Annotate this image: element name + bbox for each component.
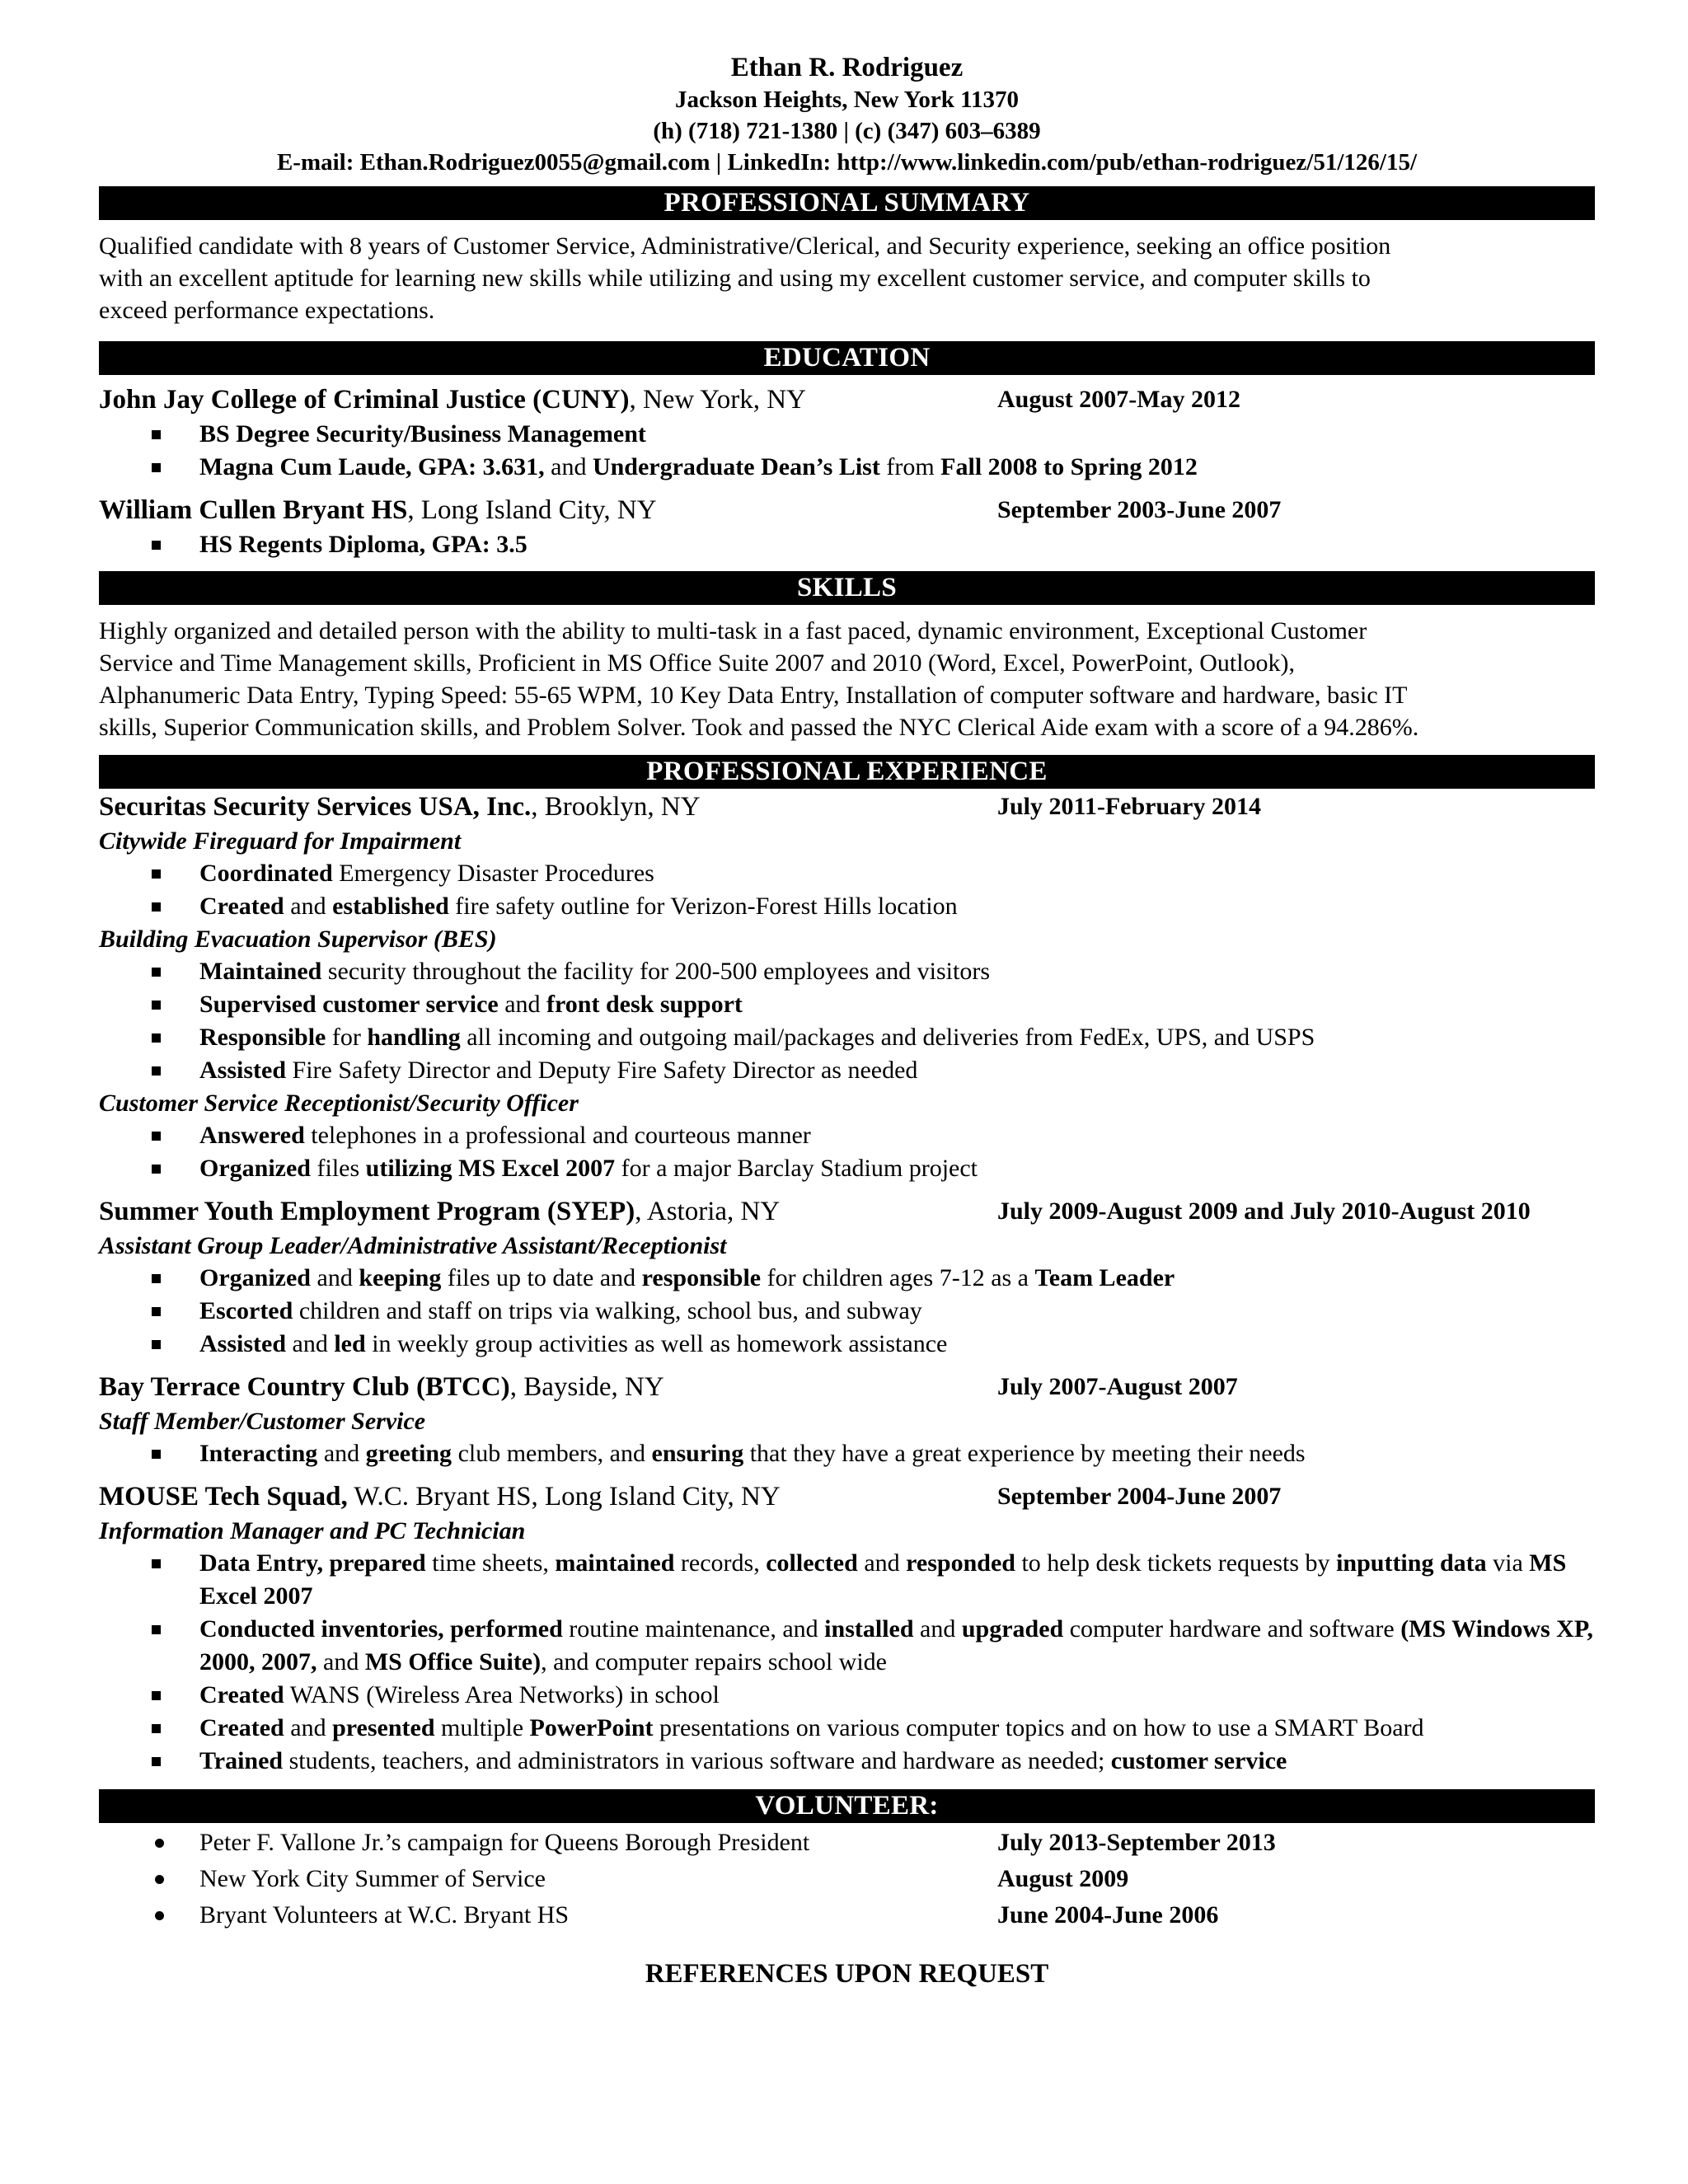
volunteer-dates: August 2009: [997, 1865, 1129, 1892]
square-bullet-icon: [152, 430, 161, 439]
bold-text: (MS Windows XP, 2000, 2007,: [199, 1615, 1593, 1675]
text: via: [1486, 1549, 1530, 1577]
text: and: [284, 893, 333, 920]
job-duty-item: [99, 1547, 1595, 1613]
job-entry: [99, 1193, 1595, 1361]
bold-text: Supervised customer service: [199, 991, 499, 1018]
bold-text: led: [334, 1330, 366, 1357]
text: routine maintenance, and: [562, 1615, 825, 1643]
text: files up to date and: [441, 1264, 642, 1291]
employer-name: Summer Youth Employment Program (SYEP): [99, 1197, 635, 1226]
references-note: REFERENCES UPON REQUEST: [645, 1959, 1049, 1989]
text: and: [316, 1648, 365, 1675]
text: records,: [674, 1549, 767, 1577]
employer-line: [99, 1193, 1595, 1230]
bold-text: MS Excel 2007: [199, 1549, 1567, 1610]
school-entry: [99, 382, 1595, 484]
job-duty-item: [99, 955, 1595, 988]
job-role-title: Building Evacuation Supervisor (BES): [99, 926, 497, 953]
square-bullet-icon: [152, 1625, 161, 1634]
square-bullet-icon: [152, 1691, 161, 1700]
employer-location: W.C. Bryant HS, Long Island City, NY: [347, 1482, 781, 1511]
employer-dates: September 2004-June 2007: [997, 1483, 1282, 1510]
square-bullet-icon: [152, 541, 161, 550]
square-bullet-icon: [152, 1132, 161, 1141]
school-name: William Cullen Bryant HS: [99, 495, 408, 525]
job-duty-list: [99, 1262, 1595, 1361]
job-role-title: Citywide Fireguard for Impairment: [99, 827, 462, 855]
job-duty-item: [99, 988, 1595, 1021]
employer-name: Securitas Security Services USA, Inc.: [99, 792, 532, 822]
bold-text: installed: [824, 1615, 914, 1643]
text: club members, and: [452, 1440, 652, 1467]
round-bullet-icon: [155, 1875, 164, 1884]
employer-line: [99, 1479, 1595, 1515]
education-list: [99, 382, 1595, 561]
bold-text: Magna Cum Laude, GPA: 3.631,: [199, 453, 545, 480]
job-duty-item: [99, 1262, 1595, 1295]
bold-text: Interacting: [199, 1440, 318, 1467]
job-duty-list: [99, 1547, 1595, 1778]
bold-text: presented: [332, 1714, 435, 1741]
text: and: [311, 1264, 359, 1291]
bold-text: keeping: [359, 1264, 442, 1291]
job-duty-list: [99, 857, 1595, 923]
bold-text: upgraded: [961, 1615, 1064, 1643]
square-bullet-icon: [152, 1033, 161, 1043]
summary-line: with an excellent aptitude for learning new skills while utilizing and using my excellent customer service, and computer skills to: [99, 265, 1371, 292]
text: students, teachers, and administrators in various software and hardware as needed;: [283, 1747, 1111, 1774]
text: and: [286, 1330, 335, 1357]
bold-text: Created: [199, 893, 284, 920]
round-bullet-icon: [155, 1839, 164, 1848]
experience-heading: PROFESSIONAL EXPERIENCE: [99, 755, 1595, 789]
job-duty-item: [99, 890, 1595, 923]
job-entry: [99, 1369, 1595, 1470]
bold-text: Assisted: [199, 1057, 287, 1084]
text: and: [544, 453, 593, 480]
bold-text: Organized: [199, 1155, 311, 1182]
volunteer-activity: Bryant Volunteers at W.C. Bryant HS: [199, 1901, 570, 1929]
contact-line: E-mail: Ethan.Rodriguez0055@gmail.com | LinkedIn: http://www.linkedin.com/pub/ethan-rodriguez/51/126/15/: [276, 149, 1418, 176]
employer-line: [99, 1369, 1595, 1405]
job-role-title: Staff Member/Customer Service: [99, 1408, 426, 1435]
school-detail-list: [99, 418, 1595, 484]
job-duty-item: [99, 1054, 1595, 1087]
school-detail-item: [99, 528, 1595, 561]
school-title: [99, 492, 657, 528]
bold-text: PowerPoint: [529, 1714, 654, 1741]
square-bullet-icon: [152, 1559, 161, 1568]
bold-text: BS Degree Security/Business Management: [199, 420, 646, 448]
bold-text: responsible: [641, 1264, 762, 1291]
school-line: [99, 492, 1595, 528]
school-name: John Jay College of Criminal Justice (CUNY): [99, 385, 630, 415]
square-bullet-icon: [152, 1165, 161, 1174]
text: multiple: [434, 1714, 530, 1741]
bold-text: ensuring: [651, 1440, 744, 1467]
square-bullet-icon: [152, 1450, 161, 1459]
bold-text: inputting data: [1336, 1549, 1487, 1577]
resume-page: [99, 51, 1595, 1991]
square-bullet-icon: [152, 1724, 161, 1733]
school-entry: [99, 492, 1595, 561]
job-role-title: Assistant Group Leader/Administrative Assistant/Receptionist: [99, 1232, 727, 1259]
job-duty-item: [99, 1679, 1595, 1712]
job-duty-item: [99, 1712, 1595, 1745]
summary-line: exceed performance expectations.: [99, 297, 435, 324]
text: security throughout the facility for 200-500 employees and visitors: [321, 958, 991, 985]
job-role-title: Information Manager and PC Technician: [99, 1517, 526, 1544]
education-heading: EDUCATION: [99, 341, 1595, 375]
bold-text: Organized: [199, 1264, 311, 1291]
bold-text: Answered: [199, 1122, 305, 1149]
bold-text: utilizing MS Excel 2007: [365, 1155, 616, 1182]
square-bullet-icon: [152, 1066, 161, 1076]
job-duty-list: [99, 1437, 1595, 1470]
volunteer-dates: July 2013-September 2013: [997, 1829, 1276, 1856]
text: that they have a great experience by meeting their needs: [743, 1440, 1306, 1467]
text: telephones in a professional and courteous manner: [304, 1122, 811, 1149]
school-dates: August 2007-May 2012: [997, 386, 1241, 413]
text: time sheets,: [425, 1549, 556, 1577]
school-detail-item: [99, 418, 1595, 451]
bold-text: Created: [199, 1681, 284, 1708]
address: Jackson Heights, New York 11370: [674, 87, 1020, 113]
text: from: [879, 453, 941, 480]
employer-dates: July 2009-August 2009 and July 2010-August 2010: [997, 1197, 1531, 1225]
text: Fire Safety Director and Deputy Fire Safety Director as needed: [286, 1057, 918, 1084]
bold-text: established: [332, 893, 449, 920]
resume-header: [99, 51, 1595, 178]
experience-list: [99, 789, 1595, 1778]
job-role-title: Customer Service Receptionist/Security Officer: [99, 1090, 579, 1117]
text: presentations on various computer topics and on how to use a SMART Board: [653, 1714, 1424, 1741]
employer-title: [99, 1479, 781, 1515]
bold-text: Assisted: [199, 1330, 287, 1357]
school-location: , Long Island City, NY: [407, 495, 657, 525]
job-duty-item: [99, 1745, 1595, 1778]
text: files: [311, 1155, 366, 1182]
volunteer-list: [99, 1825, 1595, 1933]
text: WANS (Wireless Area Networks) in school: [284, 1681, 720, 1708]
job-entry: [99, 1479, 1595, 1778]
text: and: [857, 1549, 907, 1577]
bold-text: MS Office Suite): [364, 1648, 542, 1675]
text: and: [284, 1714, 333, 1741]
bold-text: HS Regents Diploma, GPA: 3.5: [199, 531, 528, 558]
text: Emergency Disaster Procedures: [332, 860, 654, 887]
square-bullet-icon: [152, 968, 161, 977]
skills-line: Alphanumeric Data Entry, Typing Speed: 55-65 WPM, 10 Key Data Entry, Installation of computer software and hardware, basic IT: [99, 682, 1408, 709]
employer-dates: July 2011-February 2014: [997, 793, 1261, 820]
summary-heading: PROFESSIONAL SUMMARY: [99, 186, 1595, 220]
bold-text: maintained: [555, 1549, 675, 1577]
employer-location: , Bayside, NY: [509, 1372, 664, 1402]
job-duty-item: [99, 857, 1595, 890]
job-duty-item: [99, 1119, 1595, 1152]
square-bullet-icon: [152, 1340, 161, 1349]
school-title: [99, 382, 806, 418]
bold-text: Maintained: [199, 958, 322, 985]
job-duty-item: [99, 1437, 1595, 1470]
volunteer-activity: New York City Summer of Service: [199, 1865, 546, 1892]
square-bullet-icon: [152, 1757, 161, 1766]
volunteer-item: [99, 1897, 1595, 1933]
job-duty-item: [99, 1613, 1595, 1679]
phone-numbers: (h) (718) 721-1380 | (c) (347) 603–6389: [653, 118, 1041, 144]
text: fire safety outline for Verizon-Forest Hills location: [448, 893, 958, 920]
text: for children ages 7-12 as a: [761, 1264, 1035, 1291]
bold-text: front desk support: [546, 991, 743, 1018]
bold-text: Created: [199, 1714, 284, 1741]
round-bullet-icon: [155, 1911, 164, 1920]
text: for: [326, 1024, 368, 1051]
bold-text: Conducted inventories, performed: [199, 1615, 563, 1643]
bold-text: collected: [766, 1549, 858, 1577]
square-bullet-icon: [152, 869, 161, 879]
employer-title: [99, 789, 701, 825]
text: and: [317, 1440, 366, 1467]
job-duty-list: [99, 1119, 1595, 1185]
employer-location: , Astoria, NY: [635, 1197, 781, 1226]
employer-name: Bay Terrace Country Club (BTCC): [99, 1372, 510, 1402]
bold-text: customer service: [1110, 1747, 1287, 1774]
text: for a major Barclay Stadium project: [615, 1155, 978, 1182]
volunteer-item: [99, 1861, 1595, 1897]
bold-text: Undergraduate Dean’s List: [592, 453, 880, 480]
square-bullet-icon: [152, 902, 161, 912]
job-duty-item: [99, 1328, 1595, 1361]
text: to help desk tickets requests by: [1015, 1549, 1337, 1577]
skills-line: skills, Superior Communication skills, and Problem Solver. Took and passed the NYC Clerical Aide exam with a score of a 94.286%.: [99, 714, 1419, 741]
square-bullet-icon: [152, 1307, 161, 1316]
school-location: , New York, NY: [629, 385, 806, 415]
text: in weekly group activities as well as homework assistance: [365, 1330, 948, 1357]
school-dates: September 2003-June 2007: [997, 496, 1282, 523]
bold-text: Data Entry, prepared: [199, 1549, 426, 1577]
job-duty-item: [99, 1295, 1595, 1328]
job-duty-item: [99, 1152, 1595, 1185]
summary-line: Qualified candidate with 8 years of Customer Service, Administrative/Clerical, and Security experience, seeking an office position: [99, 232, 1391, 260]
bold-text: Responsible: [199, 1024, 326, 1051]
skills-text: [99, 615, 1595, 743]
job-duty-list: [99, 955, 1595, 1087]
text: all incoming and outgoing mail/packages and deliveries from FedEx, UPS, and USPS: [460, 1024, 1315, 1051]
job-duty-item: [99, 1021, 1595, 1054]
bold-text: Coordinated: [199, 860, 333, 887]
square-bullet-icon: [152, 1001, 161, 1010]
bold-text: greeting: [365, 1440, 452, 1467]
employer-location: , Brooklyn, NY: [531, 792, 701, 822]
candidate-name: Ethan R. Rodriguez: [730, 53, 964, 82]
employer-dates: July 2007-August 2007: [997, 1373, 1238, 1400]
skills-heading: SKILLS: [99, 571, 1595, 605]
skills-line: Highly organized and detailed person with the ability to multi-task in a fast paced, dynamic environment, Exceptional Customer: [99, 617, 1367, 644]
school-line: [99, 382, 1595, 418]
employer-title: [99, 1369, 664, 1405]
skills-line: Service and Time Management skills, Proficient in MS Office Suite 2007 and 2010 (Word, Excel, PowerPoint, Outlook),: [99, 649, 1296, 677]
text: and: [913, 1615, 962, 1643]
text: , and computer repairs school wide: [541, 1648, 887, 1675]
employer-title: [99, 1193, 780, 1230]
bold-text: handling: [367, 1024, 461, 1051]
text: computer hardware and software: [1063, 1615, 1401, 1643]
job-entry: [99, 789, 1595, 1185]
employer-line: [99, 789, 1595, 825]
volunteer-activity: Peter F. Vallone Jr.’s campaign for Queens Borough President: [199, 1829, 810, 1856]
text: children and staff on trips via walking, school bus, and subway: [293, 1297, 922, 1324]
bold-text: Escorted: [199, 1297, 293, 1324]
square-bullet-icon: [152, 463, 161, 472]
bold-text: Fall 2008 to Spring 2012: [940, 453, 1198, 480]
volunteer-dates: June 2004-June 2006: [997, 1901, 1219, 1929]
volunteer-item: [99, 1825, 1595, 1861]
volunteer-heading: VOLUNTEER:: [99, 1789, 1595, 1823]
bold-text: Team Leader: [1034, 1264, 1175, 1291]
school-detail-list: [99, 528, 1595, 561]
square-bullet-icon: [152, 1274, 161, 1283]
bold-text: responded: [906, 1549, 1015, 1577]
text: and: [498, 991, 547, 1018]
summary-text: [99, 230, 1595, 326]
employer-name: MOUSE Tech Squad,: [99, 1482, 348, 1511]
bold-text: Trained: [199, 1747, 284, 1774]
school-detail-item: [99, 451, 1595, 484]
